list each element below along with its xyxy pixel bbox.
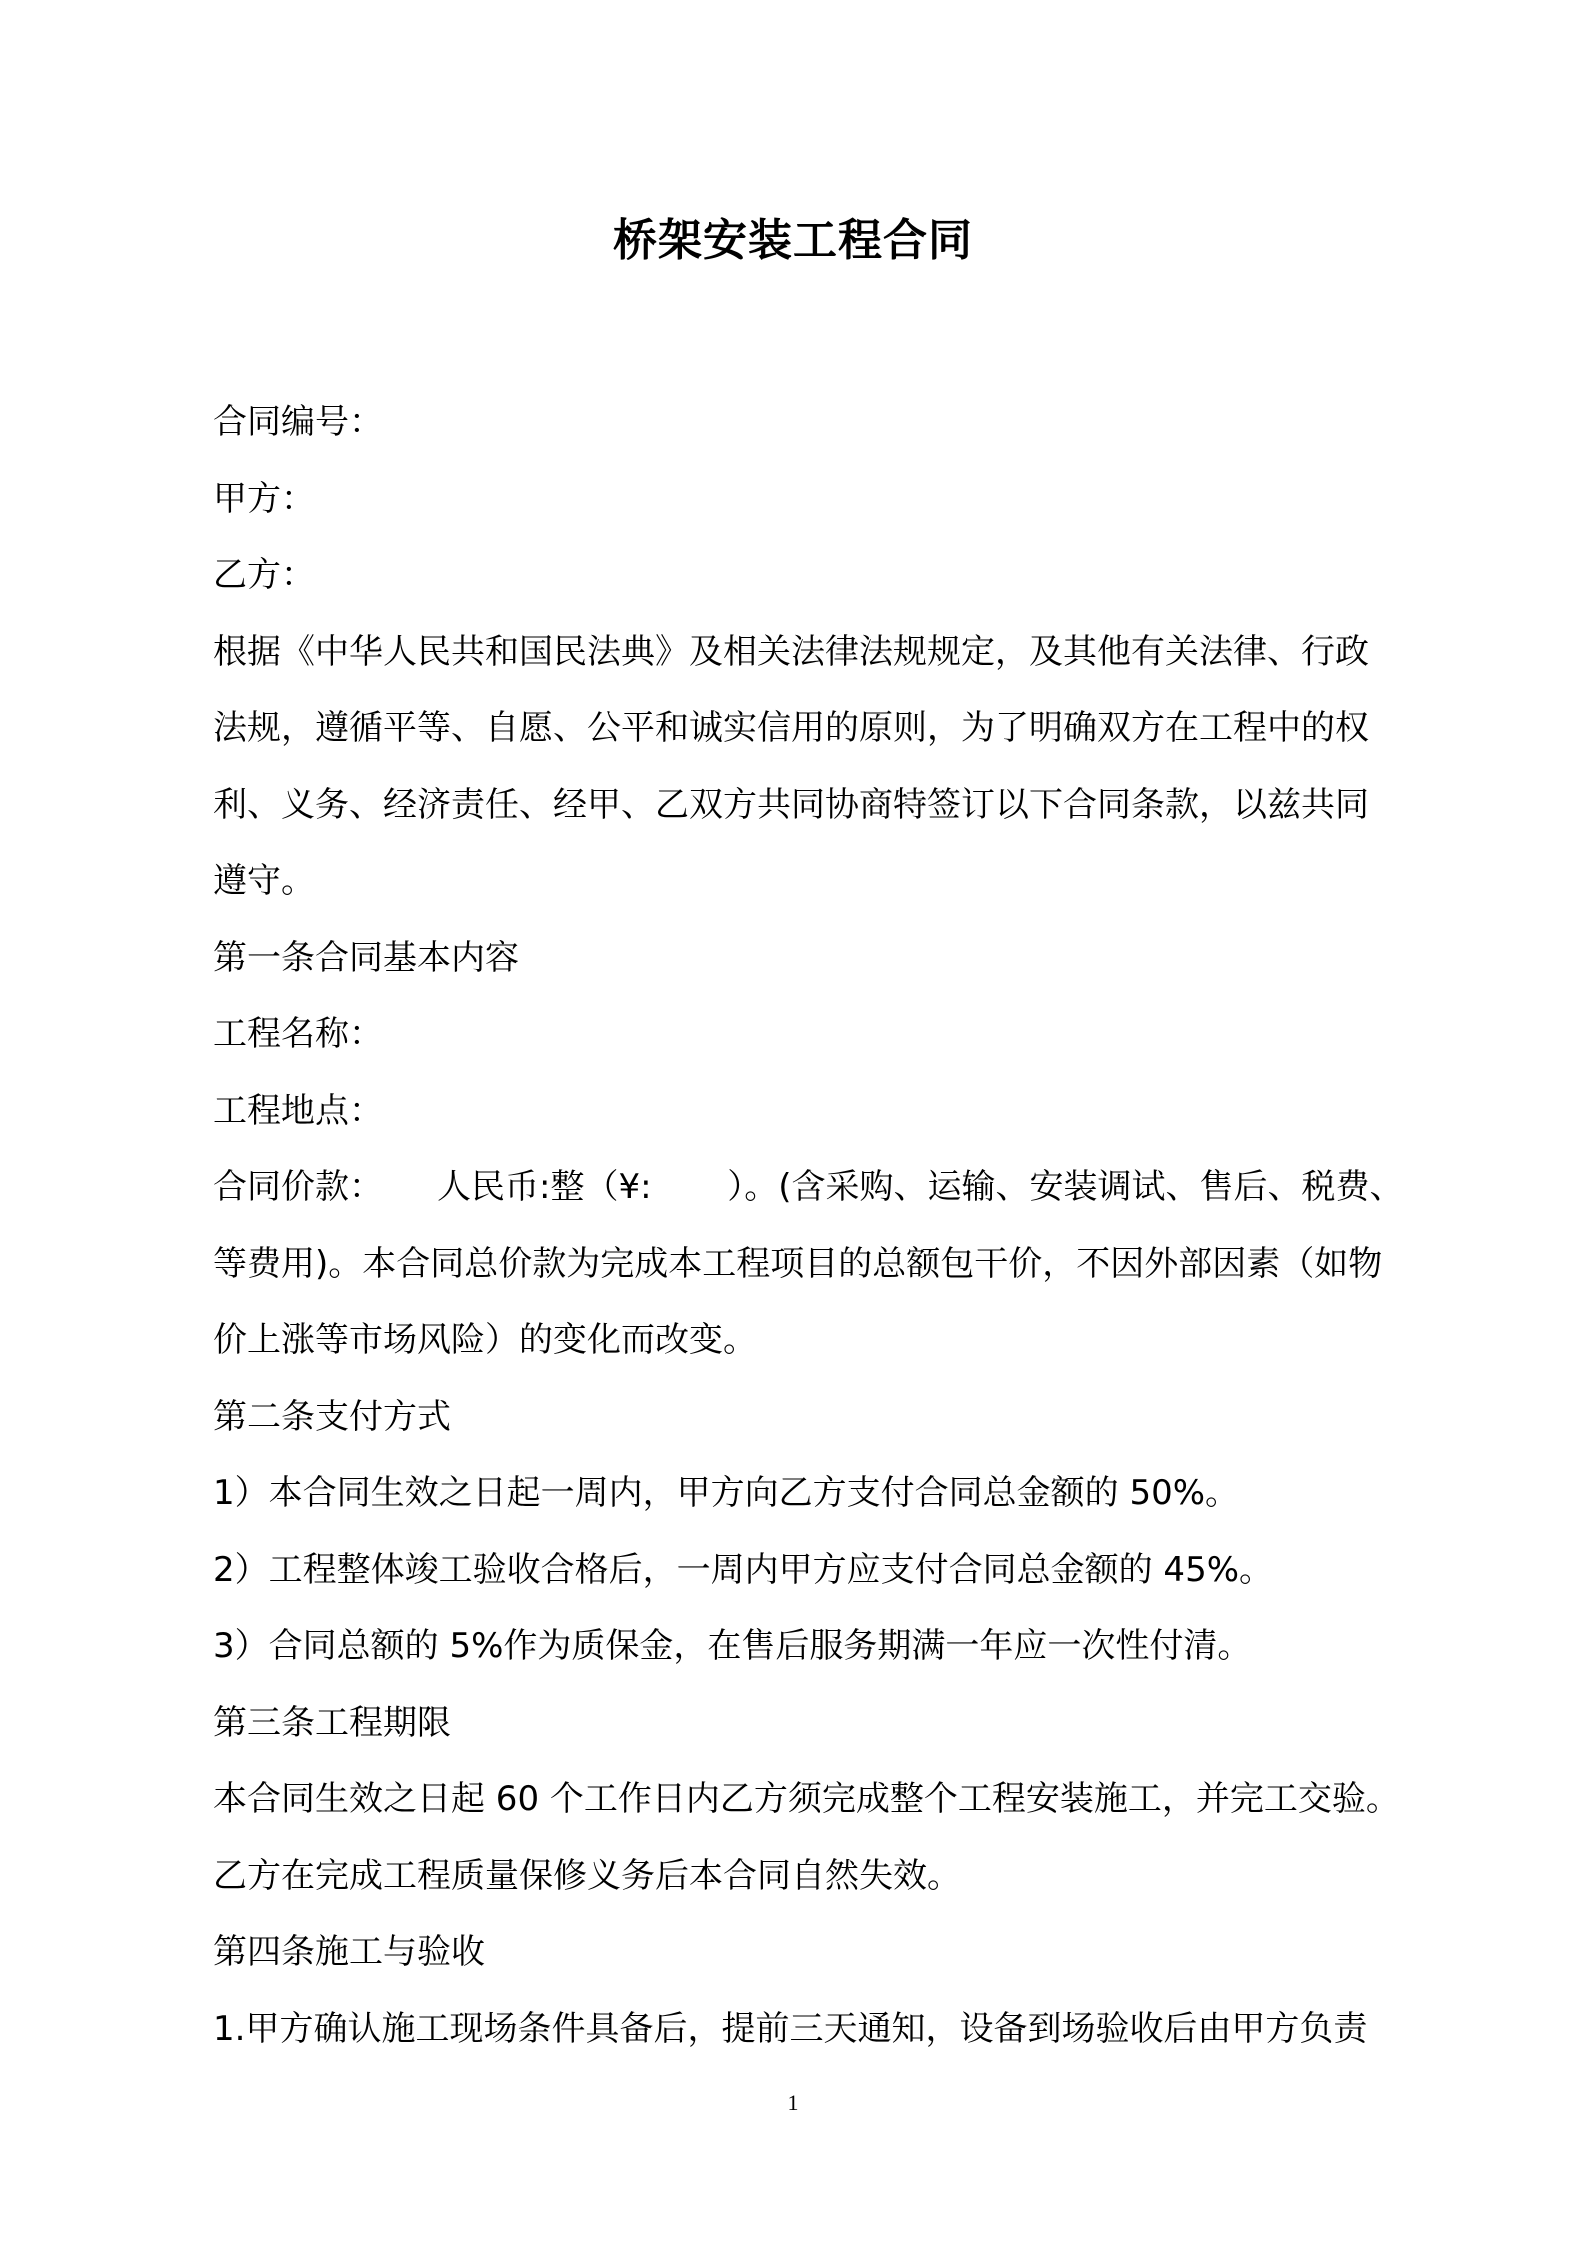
page-number: 1 [787,2090,799,2115]
payment-item: 1）本合同生效之日起一周内，甲方向乙方支付合同总金额的 50%。 [213,1473,1240,1513]
article-4-heading: 第四条施工与验收 [213,1932,485,1972]
term-line: 乙方在完成工程质量保修义务后本合同自然失效。 [213,1855,961,1896]
preamble-line: 法规，遵循平等、自愿、公平和诚实信用的原则，为了明确双方在工程中的权 [213,708,1369,748]
contract-price-line: 等费用)。本合同总价款为完成本工程项目的总额包干价，不因外部因素（如物 [213,1243,1383,1284]
construction-item: 1.甲方确认施工现场条件具备后，提前三天通知，设备到场验收后由甲方负责 [213,2008,1368,2049]
contract-number-label: 合同编号： [213,402,383,442]
preamble-line: 遵守。 [213,861,315,901]
preamble-line: 利、义务、经济责任、经甲、乙双方共同协商特签订以下合同条款，以兹共同 [213,784,1369,825]
project-location-label: 工程地点： [213,1090,383,1131]
contract-price-line: 价上涨等市场风险）的变化而改变。 [213,1320,757,1360]
article-2-heading: 第二条支付方式 [213,1396,451,1437]
project-name-label: 工程名称： [213,1014,383,1054]
document-title: 桥架安装工程合同 [613,215,973,266]
article-3-heading: 第三条工程期限 [213,1702,451,1743]
payment-item: 3）合同总额的 5%作为质保金，在售后服务期满一年应一次性付清。 [213,1626,1252,1666]
payment-item: 2）工程整体竣工验收合格后，一周内甲方应支付合同总金额的 45%。 [213,1549,1274,1590]
party-b-label: 乙方： [213,555,315,595]
preamble-line: 根据《中华人民共和国民法典》及相关法律法规规定，及其他有关法律、行政 [213,631,1369,672]
term-line: 本合同生效之日起 60 个工作日内乙方须完成整个工程安装施工，并完工交验。 [213,1779,1400,1819]
party-a-label: 甲方： [213,478,315,519]
document-body [213,384,1404,2067]
article-1-heading: 第一条合同基本内容 [213,937,519,978]
contract-price-line: 合同价款： 人民币:整（¥: ）。(含采购、运输、安装调试、售后、税费、 [213,1167,1404,1207]
